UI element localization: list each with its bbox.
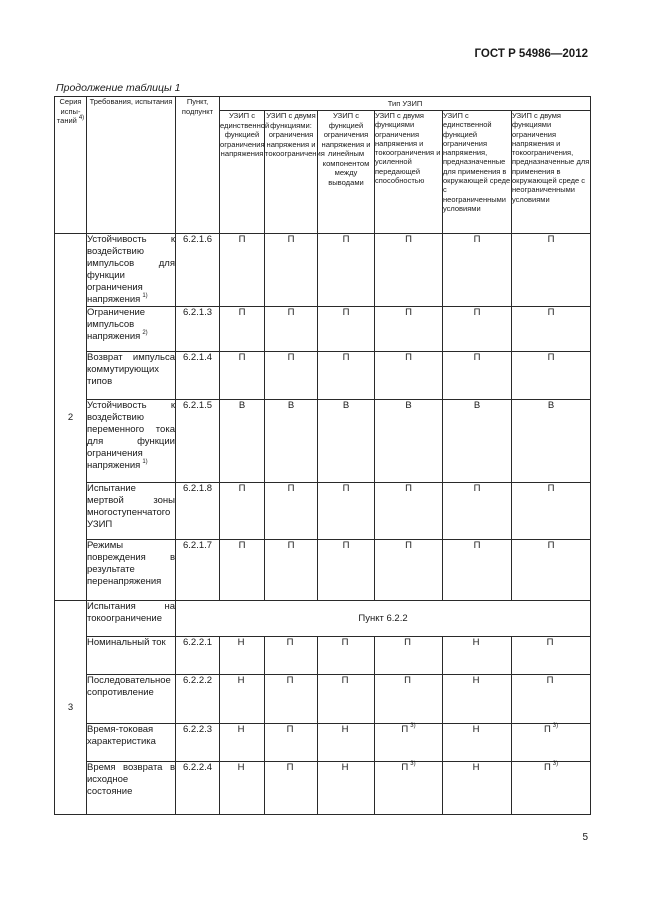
series-number: 2 [55,234,87,601]
value-cell: В [318,400,375,483]
value-cell: П [265,483,318,540]
value-cell: П [265,724,318,762]
requirement-cell: Устойчивость к воздействию импульсов для функции ограничения напряжения $^{1)}$ [87,234,175,305]
clause-reference: Пункт 6.2.2 [176,601,591,637]
requirement-cell: Последовательное сопротивление [87,675,176,724]
value-cell: П [265,637,318,675]
header-requirements: Требования, испытания [87,97,176,234]
value-cell: П [265,352,318,400]
clause-cell: 6.2.1.3 [176,307,220,352]
value-cell: П [318,234,375,307]
value-cell: П [220,483,265,540]
value-cell: П [265,540,318,601]
clause-cell: 6.2.1.4 [176,352,220,400]
header-type-2: УЗИП с двумя функциями: ограничения напряжения и токоограничения [265,111,318,234]
header-spd-type: Тип УЗИП [220,97,591,111]
header-series: Серия испы-таний $^{4)}$ [55,97,87,234]
value-cell: П [265,234,318,307]
clause-cell: 6.2.1.6 [176,234,220,307]
value-cell: Н [443,675,512,724]
header-type-5: УЗИП с единственной функцией ограничения напряжения, предназначенные для применения в окружающей среде с неограниченными условиями [443,111,512,234]
requirement-cell: Время возврата в исходное состояние [87,762,176,815]
value-cell: П [318,483,375,540]
value-cell: П [512,307,591,352]
value-cell: П [318,352,375,400]
value-cell: В [265,400,318,483]
value-cell: П [375,352,443,400]
value-cell: П [443,483,512,540]
table-row [55,234,591,307]
value-cell: П [265,762,318,815]
value-cell: Н [220,675,265,724]
value-cell: П [443,352,512,400]
requirement-cell: Испытание мертвой зоны многоступенчатого УЗИП [87,483,176,540]
requirement-cell: Ограничение импульсов напряжения $^{2)}$ [87,307,176,352]
header-type-4: УЗИП с двумя функциями ограничения напряжения и токоограничения и усиленной передающей способностью [375,111,443,234]
value-cell: Н [443,637,512,675]
value-cell: Н [220,637,265,675]
value-cell: П $^{3)}$ [512,724,591,762]
table-row [55,483,591,540]
header-clause: Пункт, подпункт [176,97,220,234]
value-cell: В [375,400,443,483]
value-cell: П [375,483,443,540]
value-cell: В [512,400,591,483]
value-cell: Н [318,762,375,815]
value-cell: П [375,540,443,601]
requirement-cell: Номинальный ток [87,637,176,675]
table-row [55,352,591,400]
requirement-cell: Устойчивость к воздействию переменного тока для функции ограничения напряжения $^{1)}$ [87,400,176,483]
table-caption: Продолжение таблицы 1 [56,82,181,94]
value-cell: Н [443,724,512,762]
table-row [55,637,591,675]
value-cell: П $^{3)}$ [375,762,443,815]
value-cell: П [512,234,591,307]
value-cell: П [220,307,265,352]
table-row [55,762,591,815]
value-cell: П [220,540,265,601]
value-cell: П [512,352,591,400]
table-row [55,675,591,724]
clause-cell: 6.2.1.8 [176,483,220,540]
requirement-cell: Испытания на токоограничение [87,601,176,637]
value-cell: П [220,234,265,307]
value-cell: В [443,400,512,483]
value-cell: П [512,483,591,540]
value-cell: П [265,675,318,724]
table-row [55,724,591,762]
table-row [55,400,591,483]
header-row-group [55,97,591,111]
clause-cell: 6.2.2.1 [176,637,220,675]
value-cell: П [443,307,512,352]
value-cell: П [375,675,443,724]
header-type-3: УЗИП с функцией ограничения напряжения и линейным компонентом между выводами [318,111,375,234]
clause-cell: 6.2.1.5 [176,400,220,483]
value-cell: П [443,234,512,307]
value-cell: П [318,307,375,352]
clause-cell: 6.2.2.2 [176,675,220,724]
table-row [55,540,591,601]
value-cell: Н [443,762,512,815]
value-cell: П [512,540,591,601]
value-cell: П $^{3)}$ [512,762,591,815]
clause-cell: 6.2.2.3 [176,724,220,762]
value-cell: Н [318,724,375,762]
value-cell: П [512,675,591,724]
requirement-cell: Время-токовая характеристика [87,724,176,762]
value-cell: П [443,540,512,601]
document-id: ГОСТ Р 54986—2012 [474,48,588,60]
value-cell: П [318,675,375,724]
value-cell: В [220,400,265,483]
clause-cell: 6.2.1.7 [176,540,220,601]
header-type-6: УЗИП с двумя функциями ограничения напряжения и токоограничения, предназначенные для применения в окружающей среде с неограниченными условиями [512,111,591,234]
test-table [54,96,591,815]
value-cell: П [265,307,318,352]
series-number: 3 [55,601,87,815]
value-cell: П [220,352,265,400]
value-cell: П [318,540,375,601]
value-cell: П [375,637,443,675]
requirement-cell: Возврат импульса коммутирующих типов [87,352,176,400]
table-row [55,601,591,637]
requirement-cell: Режимы повреждения в результате перенапряжения [87,540,176,601]
page-number: 5 [582,832,588,843]
value-cell: Н [220,762,265,815]
value-cell: П $^{3)}$ [375,724,443,762]
clause-cell: 6.2.2.4 [176,762,220,815]
value-cell: П [318,637,375,675]
table-row [55,307,591,352]
value-cell: П [512,637,591,675]
value-cell: П [375,307,443,352]
value-cell: Н [220,724,265,762]
header-type-1: УЗИП с единственной функцией ограничения напряжения [220,111,265,234]
value-cell: П [375,234,443,307]
